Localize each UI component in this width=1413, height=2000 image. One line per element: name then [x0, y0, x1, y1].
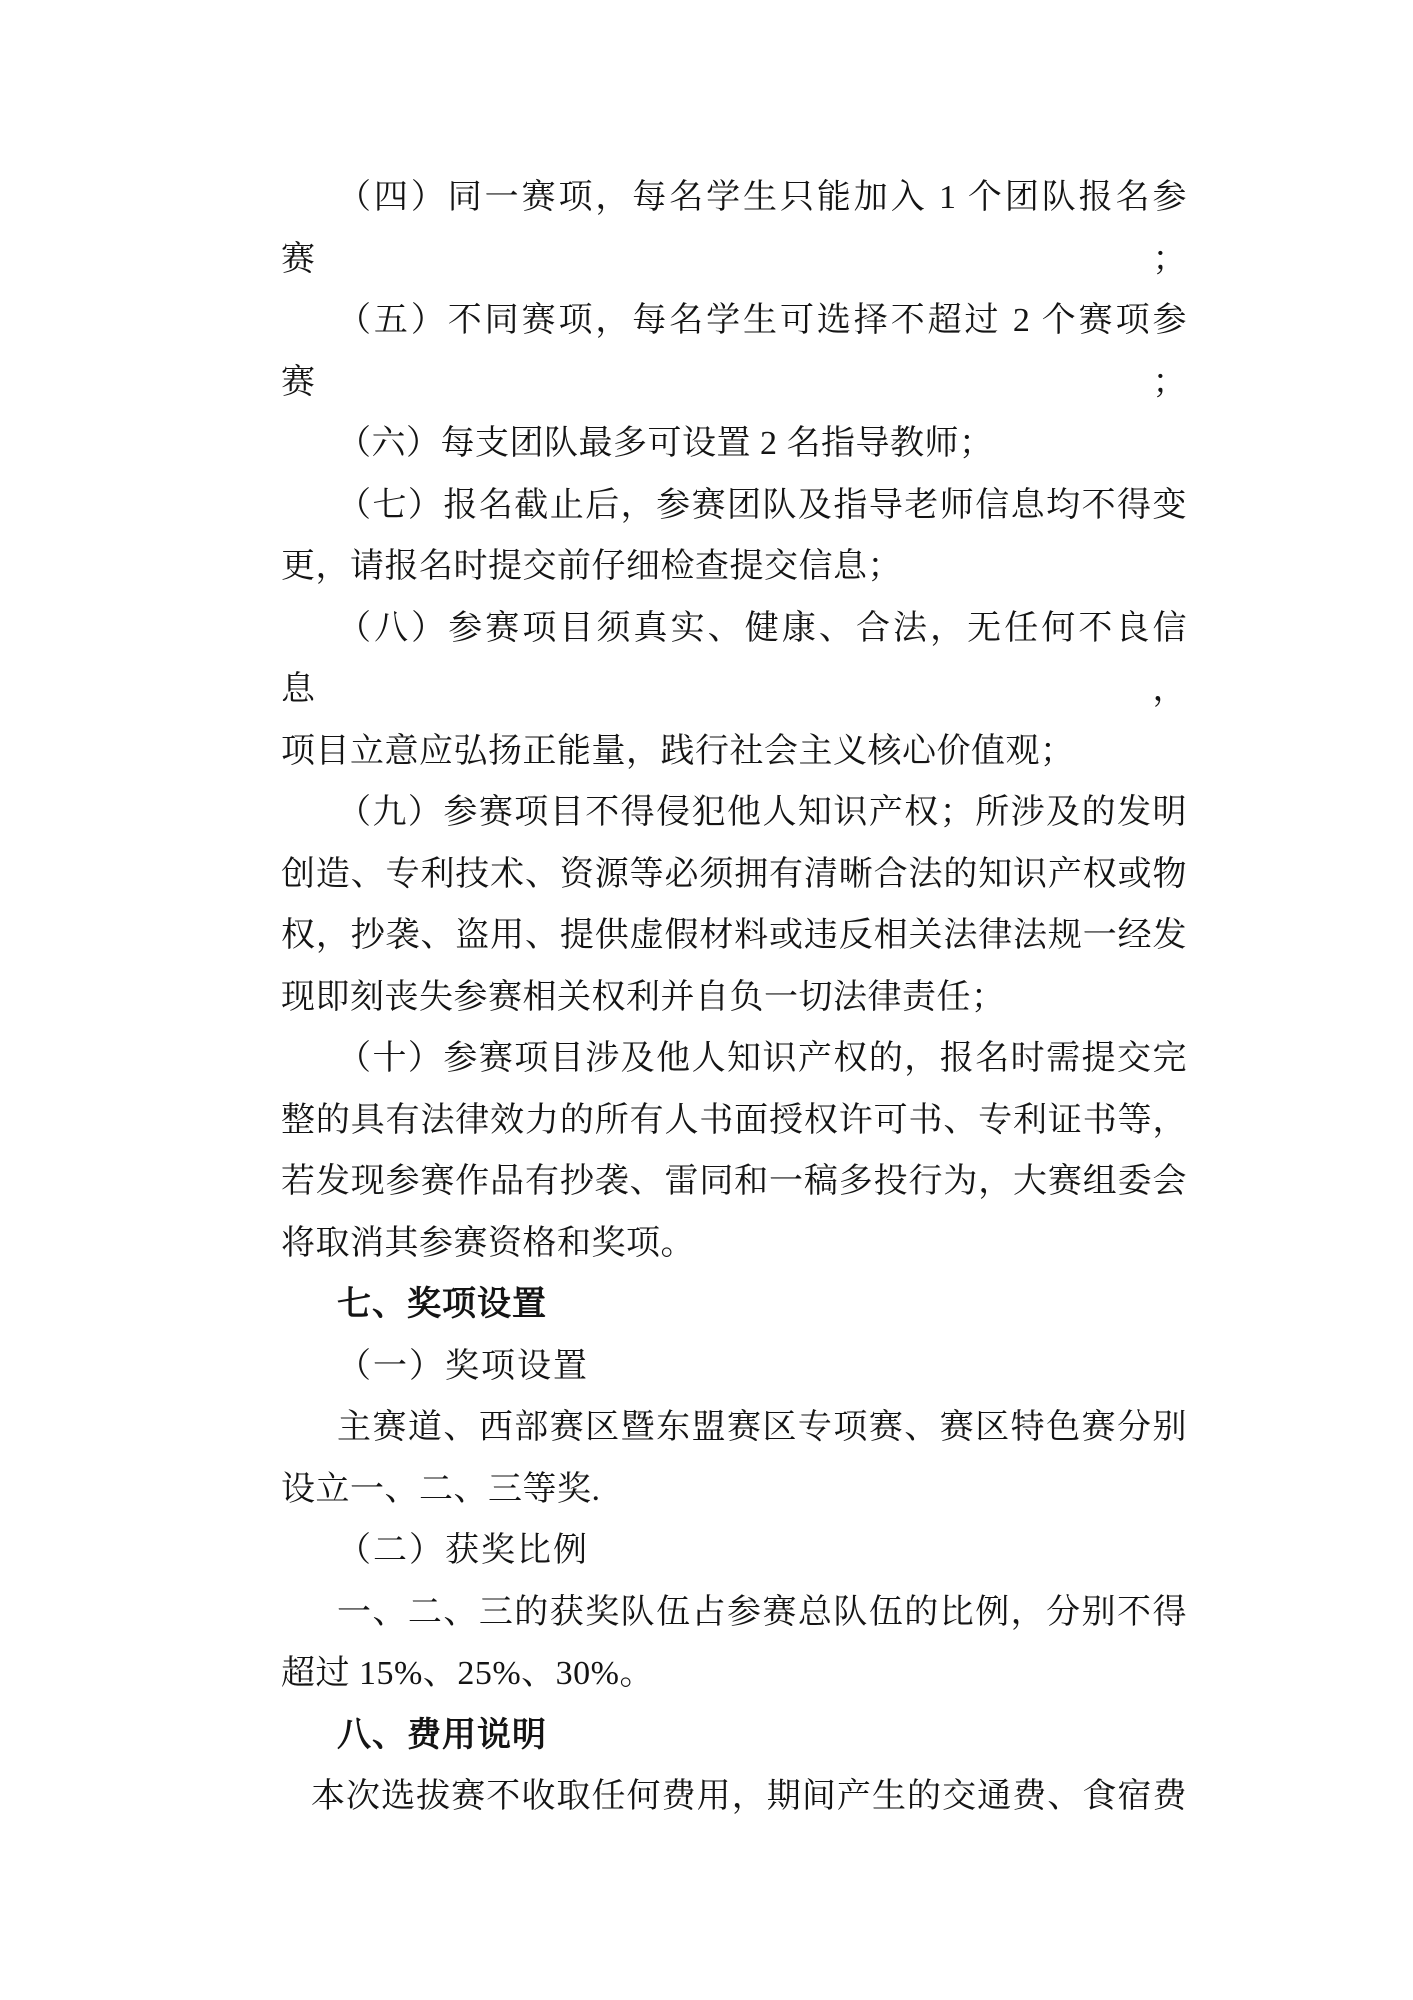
rule-item-8-line-1: （八）参赛项目须真实、健康、合法，无任何不良信息，: [281, 609, 1187, 708]
rule-item-9-line-3: 权，抄袭、盗用、提供虚假材料或违反相关法律法规一经发: [281, 917, 1187, 954]
rule-item-10-line-1: （十）参赛项目涉及他人知识产权的，报名时需提交完: [337, 1040, 1187, 1077]
rule-item-9-line-2: 创造、专利技术、资源等必须拥有清晰合法的知识产权或物: [281, 855, 1187, 893]
rule-item-9-line-4: 现即刻丧失参赛相关权利并自负一切法律责任；: [281, 978, 1006, 1016]
award-ratio-line-2: 超过 15%、25%、30%。: [281, 1655, 654, 1692]
rule-item-10-line-3: 若发现参赛作品有抄袭、雷同和一稿多投行为，大赛组委会: [281, 1163, 1187, 1200]
subsection-heading-award-ratio: （二）获奖比例: [337, 1532, 589, 1569]
rule-item-10-line-4: 将取消其参赛资格和奖项。: [281, 1224, 695, 1262]
rule-item-9-line-1: （九）参赛项目不得侵犯他人知识产权；所涉及的发明: [337, 794, 1187, 831]
award-setup-line-1: 主赛道、西部赛区暨东盟赛区专项赛、赛区特色赛分别: [337, 1409, 1187, 1446]
rule-item-8-line-2: 项目立意应弘扬正能量，践行社会主义核心价值观；: [281, 732, 1075, 770]
award-setup-line-2: 设立一、二、三等奖.: [281, 1470, 601, 1508]
subsection-heading-award-setup: （一）奖项设置: [337, 1347, 589, 1385]
text-block: [281, 167, 1187, 1828]
rule-item-5: （五）不同赛项，每名学生可选择不超过 2 个赛项参赛；: [281, 302, 1187, 401]
section-heading-awards: 七、奖项设置: [337, 1285, 547, 1323]
rule-item-7-line-2: 更，请报名时提交前仔细检查提交信息；: [281, 548, 902, 585]
rule-item-7-line-1: （七）报名截止后，参赛团队及指导老师信息均不得变: [337, 486, 1187, 524]
section-heading-fees: 八、费用说明: [337, 1715, 547, 1754]
fees-line-1: 本次选拔赛不收取任何费用，期间产生的交通费、食宿费: [311, 1778, 1187, 1815]
rule-item-4: （四）同一赛项，每名学生只能加入 1 个团队报名参赛；: [281, 179, 1187, 278]
award-ratio-line-1: 一、二、三的获奖队伍占参赛总队伍的比例，分别不得: [337, 1593, 1187, 1631]
rule-item-10-line-2: 整的具有法律效力的所有人书面授权许可书、专利证书等，: [281, 1101, 1187, 1139]
rule-item-6: （六）每支团队最多可设置 2 名指导教师；: [337, 425, 994, 462]
